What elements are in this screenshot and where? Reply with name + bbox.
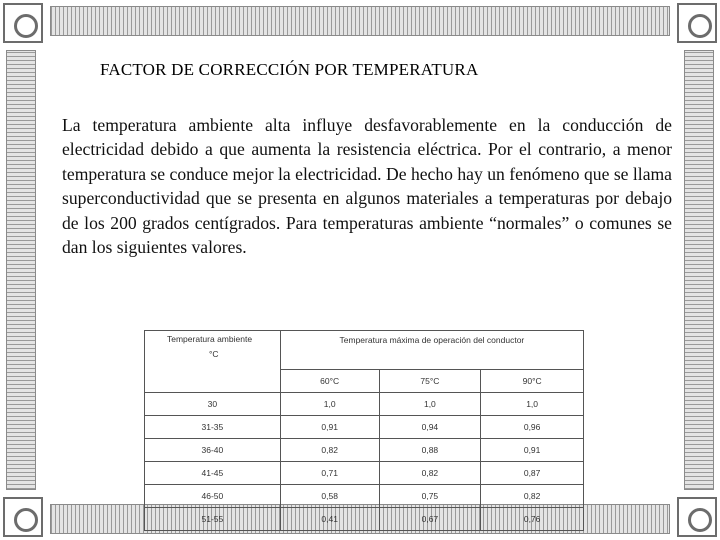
cell-60: 0,91: [280, 416, 379, 439]
cell-90: 0,76: [481, 508, 584, 531]
table-row: [145, 485, 584, 508]
table-row: [145, 462, 584, 485]
table-row: [145, 416, 584, 439]
cell-90: 0,96: [481, 416, 584, 439]
correction-factor-table: [144, 330, 584, 524]
subheader-75: 75°C: [379, 370, 481, 393]
corner-top-right: [677, 3, 717, 43]
header-max-operating-temperature: Temperatura máxima de operación del conductor: [280, 331, 583, 370]
cell-75: 0,88: [379, 439, 481, 462]
cell-90: 1,0: [481, 393, 584, 416]
header-ambient-line2: °C: [209, 349, 219, 359]
header-ambient-temperature: [145, 331, 281, 393]
corner-bottom-right: [677, 497, 717, 537]
cell-temp: 36-40: [145, 439, 281, 462]
frame-left-bar: [6, 50, 36, 490]
table-row: [145, 439, 584, 462]
cell-temp: 46-50: [145, 485, 281, 508]
frame-top-bar: [50, 6, 670, 36]
corner-bottom-left: [3, 497, 43, 537]
cell-60: 0,82: [280, 439, 379, 462]
ring-icon: [688, 508, 712, 532]
table-row: [145, 508, 584, 531]
cell-75: 0,82: [379, 462, 481, 485]
subheader-60: 60°C: [280, 370, 379, 393]
cell-90: 0,87: [481, 462, 584, 485]
body-paragraph: La temperatura ambiente alta influye desfavorablemente en la conducción de electricidad debido a que aumenta la resistencia eléctrica. Por el contrario, a menor temperatura se conduce mejor la electricidad. De hecho hay un fenómeno que se llama superconductividad que se presenta en algunos materiales a temperaturas por debajo de los 200 grados centígrados. Para temperaturas ambiente “normales” o comunes se dan los siguientes valores.: [62, 115, 672, 258]
cell-75: 1,0: [379, 393, 481, 416]
table-row: [145, 393, 584, 416]
cell-60: 0,71: [280, 462, 379, 485]
table: [144, 330, 584, 531]
corner-top-left: [3, 3, 43, 43]
cell-temp: 51-55: [145, 508, 281, 531]
cell-60: 0,58: [280, 485, 379, 508]
cell-90: 0,91: [481, 439, 584, 462]
ring-icon: [14, 508, 38, 532]
frame-right-bar: [684, 50, 714, 490]
cell-75: 0,67: [379, 508, 481, 531]
cell-temp: 41-45: [145, 462, 281, 485]
cell-90: 0,82: [481, 485, 584, 508]
cell-temp: 31-35: [145, 416, 281, 439]
cell-60: 1,0: [280, 393, 379, 416]
cell-75: 0,94: [379, 416, 481, 439]
cell-temp: 30: [145, 393, 281, 416]
cell-60: 0,41: [280, 508, 379, 531]
cell-75: 0,75: [379, 485, 481, 508]
ring-icon: [14, 14, 38, 38]
subheader-90: 90°C: [481, 370, 584, 393]
header-ambient-line1: Temperatura ambiente: [167, 334, 253, 344]
ring-icon: [688, 14, 712, 38]
slide-title: FACTOR DE CORRECCIÓN POR TEMPERATURA: [100, 60, 479, 79]
